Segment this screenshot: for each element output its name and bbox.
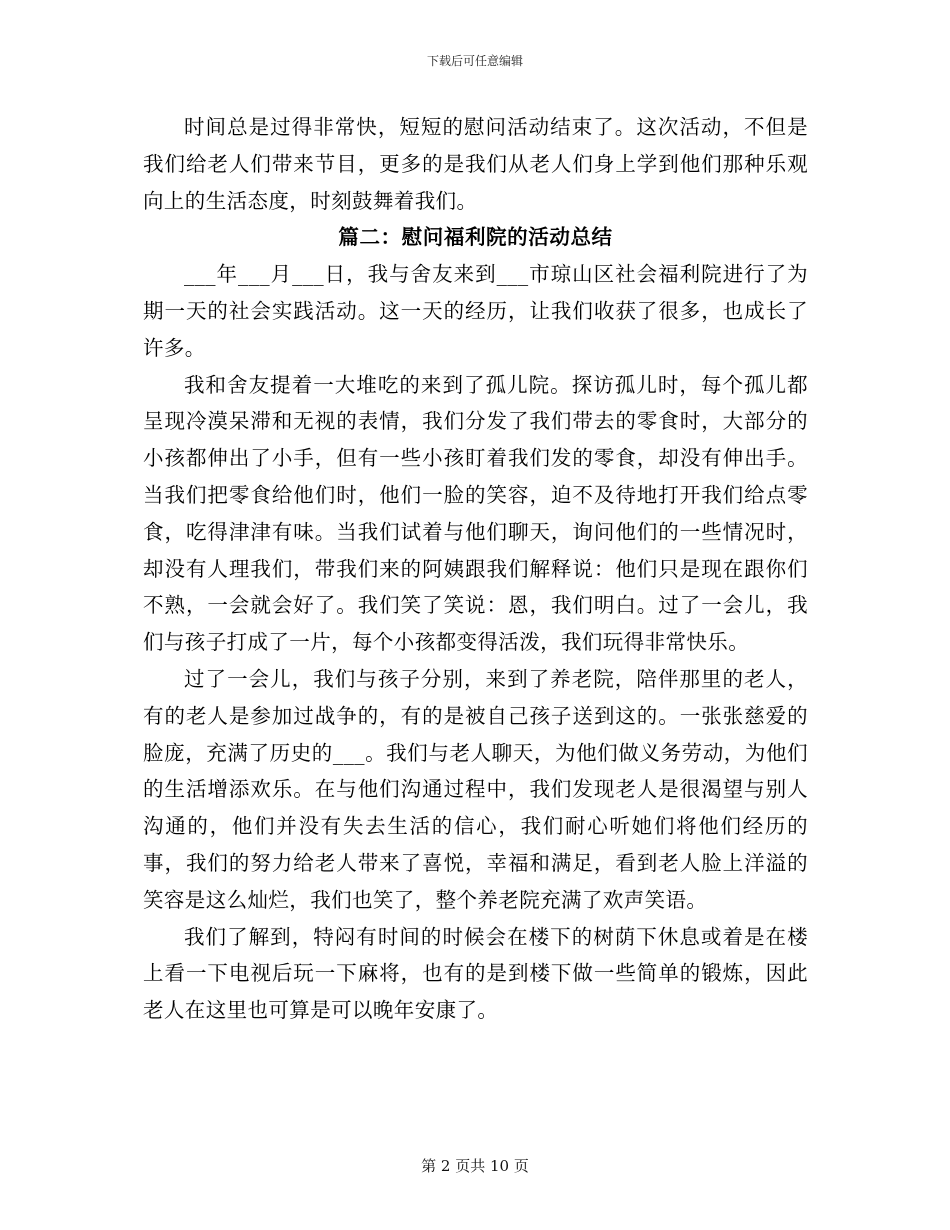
paragraph-3: 我和舍友提着一大堆吃的来到了孤儿院。探访孤儿时，每个孤儿都呈现冷漠呆滞和无视的表情，我们分发了我们带去的零食时，大部分的小孩都伸出了小手，但有一些小孩盯着我们发的零食，却没有伸出手。当我们把零食给他们时，他们一脸的笑容，迫不及待地打开我们给点零食，吃得津津有味。当我们试着与他们聊天，询问他们的一些情况时，却没有人理我们，带我们来的阿姨跟我们解释说：他们只是现在跟你们不熟，一会就会好了。我们笑了笑说：恩，我们明白。过了一会儿，我们与孩子打成了一片，每个小孩都变得活泼，我们玩得非常快乐。 <box>143 372 808 655</box>
document-body <box>143 109 808 1029</box>
paragraph-4: 过了一会儿，我们与孩子分别，来到了养老院，陪伴那里的老人，有的老人是参加过战争的，有的是被自己孩子送到这的。一张张慈爱的脸庞，充满了历史的___。我们与老人聊天，为他们做义务劳动，为他们的生活增添欢乐。在与他们沟通过程中，我们发现老人是很渴望与别人沟通的，他们并没有失去生活的信心，我们耐心听她们将他们经历的事，我们的努力给老人带来了喜悦，幸福和满足，看到老人脸上洋溢的笑容是这么灿烂，我们也笑了，整个养老院充满了欢声笑语。 <box>143 666 808 912</box>
page-footer: 第 2 页共 10 页 <box>421 1157 529 1175</box>
section-title: 篇二：慰问福利院的活动总结 <box>338 225 613 250</box>
paragraph-2: ___年___月___日，我与舍友来到___市琼山区社会福利院进行了为期一天的社会实践活动。这一天的经历，让我们收获了很多，也成长了许多。 <box>143 262 808 360</box>
paragraph-1: 时间总是过得非常快，短短的慰问活动结束了。这次活动，不但是我们给老人们带来节目，更多的是我们从老人们身上学到他们那种乐观向上的生活态度，时刻鼓舞着我们。 <box>143 115 808 213</box>
page-header: 下载后可任意编辑 <box>426 54 523 68</box>
paragraph-5: 我们了解到，特闷有时间的时候会在楼下的树荫下休息或着是在楼上看一下电视后玩一下麻将，也有的是到楼下做一些简单的锻炼，因此老人在这里也可算是可以晚年安康了。 <box>143 924 808 1023</box>
